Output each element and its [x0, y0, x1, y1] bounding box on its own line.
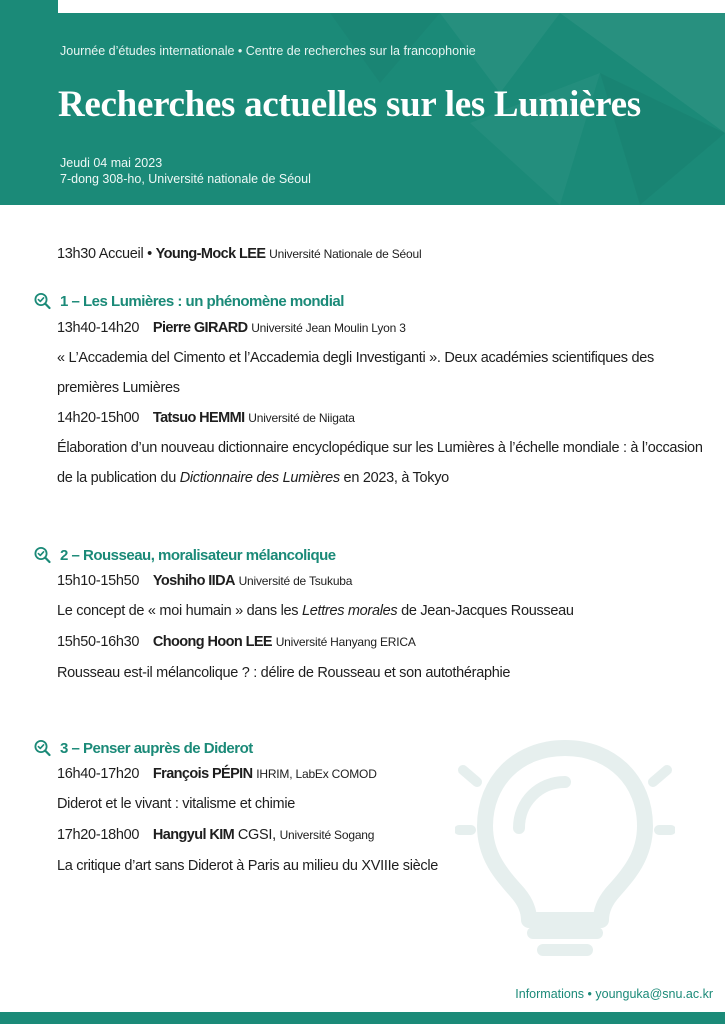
speaker-inst: Université Hanyang ERICA	[275, 635, 416, 649]
section-2-heading	[33, 543, 336, 567]
talk-title	[57, 433, 717, 493]
talk-time: 13h40-14h20	[57, 320, 140, 336]
speaker-inst: Université Sogang	[279, 828, 375, 842]
speaker-name: Choong Hoon LEE	[152, 634, 272, 650]
talk-line	[57, 567, 352, 595]
header-banner	[0, 13, 725, 205]
lightbulb-icon	[455, 730, 675, 960]
footer-bar	[0, 1012, 725, 1024]
speaker-lab: CGSI,	[237, 827, 276, 843]
speaker-name: Tatsuo HEMMI	[152, 410, 245, 426]
talk-line	[57, 821, 374, 849]
magnifier-check-icon	[33, 546, 51, 564]
section-1-heading	[33, 289, 344, 313]
speaker-inst: Université de Niigata	[248, 411, 355, 425]
talk-line	[57, 314, 406, 342]
talk-title-text: en 2023, à Tokyo	[339, 470, 449, 486]
footer-info: Informations • younguka@snu.ac.kr	[515, 987, 713, 1001]
section-1-title: 1 – Les Lumières : un phénomène mondial	[60, 292, 344, 310]
talk-time: 15h50-16h30	[57, 634, 140, 650]
event-eyebrow: Journée d’études internationale • Centre de recherches sur la francophonie	[60, 44, 476, 58]
talk-title-text: Élaboration d’un nouveau dictionnaire encyclopédique sur les Lumières à l’échelle mondiale : à l’occasion de la publication du	[57, 440, 703, 486]
talk-title-text: Le concept de « moi humain » dans les	[57, 603, 302, 619]
talk-title	[57, 596, 717, 626]
talk-line	[57, 760, 377, 788]
page-title: Recherches actuelles sur les Lumières	[58, 84, 641, 125]
talk-line	[57, 628, 416, 656]
speaker-inst: IHRIM, LabEx COMOD	[256, 767, 377, 781]
talk-time: 16h40-17h20	[57, 766, 140, 782]
section-2-title: 2 – Rousseau, moralisateur mélancolique	[60, 546, 336, 564]
welcome-inst: Université Nationale de Séoul	[269, 247, 422, 261]
talk-time: 14h20-15h00	[57, 410, 140, 426]
event-date: Jeudi 04 mai 2023	[60, 156, 163, 170]
talk-title: La critique d’art sans Diderot à Paris au milieu du XVIIIe siècle	[57, 858, 439, 874]
magnifier-check-icon	[33, 739, 51, 757]
header-notch	[0, 0, 58, 13]
speaker-name: Yoshiho IIDA	[152, 573, 235, 589]
talk-time: 17h20-18h00	[57, 827, 140, 843]
speaker-name: François PÉPIN	[152, 766, 253, 782]
talk-title-text: de Jean-Jacques Rousseau	[397, 603, 574, 619]
section-3-title: 3 – Penser auprès de Diderot	[60, 739, 253, 757]
welcome-line	[57, 240, 421, 268]
talk-title: Rousseau est-il mélancolique ? : délire de Rousseau et son autothéraphie	[57, 665, 511, 681]
speaker-name: Pierre GIRARD	[152, 320, 248, 336]
speaker-inst: Université de Tsukuba	[238, 574, 353, 588]
section-3-heading	[33, 736, 253, 760]
welcome-time: 13h30 Accueil •	[57, 246, 152, 262]
event-place: 7-dong 308-ho, Université nationale de Séoul	[60, 172, 311, 186]
magnifier-check-icon	[33, 292, 51, 310]
speaker-name: Hangyul KIM	[152, 827, 235, 843]
talk-title: « L’Accademia del Cimento et l’Accademia degli Investiganti ». Deux académies scientifiques des premières Lumières	[57, 350, 654, 396]
book-title: Lettres morales	[301, 603, 398, 619]
book-title: Dictionnaire des Lumières	[179, 470, 340, 486]
speaker-inst: Université Jean Moulin Lyon 3	[251, 321, 406, 335]
talk-time: 15h10-15h50	[57, 573, 140, 589]
talk-line	[57, 404, 355, 432]
talk-title: Diderot et le vivant : vitalisme et chimie	[57, 796, 296, 812]
welcome-name: Young-Mock LEE	[155, 246, 266, 262]
